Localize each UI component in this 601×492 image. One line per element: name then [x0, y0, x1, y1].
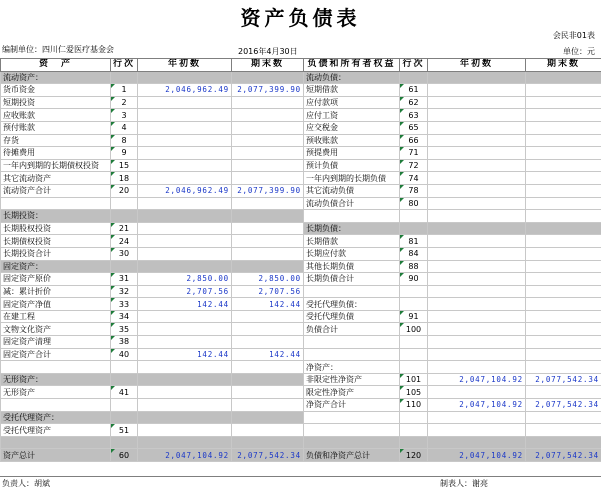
balance-sheet-table: [0, 58, 601, 462]
table-row: [1, 373, 601, 386]
liability-begin-value: [428, 348, 526, 361]
asset-end-value: [232, 323, 304, 336]
asset-line-no: [111, 399, 138, 412]
liability-begin-value: [428, 184, 526, 197]
liability-begin-value: [428, 336, 526, 349]
liability-line-no: [400, 210, 428, 223]
asset-line-no: 1: [111, 84, 138, 97]
liability-line-no: 66: [400, 134, 428, 147]
table-row: [1, 323, 601, 336]
asset-begin-value: [138, 222, 232, 235]
liability-end-value: [526, 222, 601, 235]
asset-label: 减：累计折价: [1, 285, 111, 298]
asset-end-value: 142.44: [232, 348, 304, 361]
liability-end-value: [526, 121, 601, 134]
asset-end-value: [232, 147, 304, 160]
column-header: 年初数: [428, 59, 526, 72]
table-row: [1, 71, 601, 84]
liability-label: [304, 436, 400, 449]
asset-begin-value: [138, 336, 232, 349]
asset-line-no: 60: [111, 449, 138, 462]
asset-end-value: [232, 134, 304, 147]
asset-begin-value: [138, 411, 232, 424]
asset-end-value: [232, 197, 304, 210]
asset-end-value: [232, 386, 304, 399]
table-body: [1, 71, 601, 461]
table-row: [1, 310, 601, 323]
asset-label: 无形资产: [1, 386, 111, 399]
asset-end-value: 2,077,542.34: [232, 449, 304, 462]
liability-end-value: [526, 147, 601, 160]
liability-line-no: [400, 71, 428, 84]
liability-label: 受托代理负债：: [304, 298, 400, 311]
asset-label: 货币资金: [1, 84, 111, 97]
asset-begin-value: 2,046,962.49: [138, 84, 232, 97]
asset-begin-value: 2,850.00: [138, 273, 232, 286]
asset-label: 其它流动资产: [1, 172, 111, 185]
footer-responsible: 负责人：胡斌: [2, 479, 50, 488]
asset-end-value: [232, 172, 304, 185]
liability-end-value: [526, 71, 601, 84]
asset-begin-value: [138, 361, 232, 374]
table-row: [1, 159, 601, 172]
column-header: 期末数: [232, 59, 304, 72]
liability-line-no: [400, 424, 428, 437]
asset-end-value: [232, 235, 304, 248]
liability-line-no: [400, 222, 428, 235]
column-header: 资 产: [1, 59, 111, 72]
asset-line-no: 32: [111, 285, 138, 298]
liability-line-no: 63: [400, 109, 428, 122]
asset-label: 预付账款: [1, 121, 111, 134]
liability-line-no: [400, 298, 428, 311]
liability-line-no: [400, 411, 428, 424]
asset-label: [1, 197, 111, 210]
liability-begin-value: [428, 147, 526, 160]
asset-label: 存货: [1, 134, 111, 147]
asset-label: 流动资产：: [1, 71, 111, 84]
liability-label: 负债和净资产总计: [304, 449, 400, 462]
liability-begin-value: [428, 361, 526, 374]
table-row: [1, 436, 601, 449]
asset-end-value: [232, 399, 304, 412]
liability-label: [304, 336, 400, 349]
liability-end-value: 2,077,542.34: [526, 449, 601, 462]
asset-line-no: 24: [111, 235, 138, 248]
table-row: [1, 109, 601, 122]
asset-begin-value: [138, 260, 232, 273]
asset-begin-value: [138, 247, 232, 260]
table-row: [1, 134, 601, 147]
asset-label: 固定资产原价: [1, 273, 111, 286]
asset-begin-value: 142.44: [138, 348, 232, 361]
preparing-unit: 编制单位：四川仁爱医疗基金会: [2, 45, 114, 54]
asset-end-value: [232, 260, 304, 273]
liability-begin-value: [428, 310, 526, 323]
asset-label: 短期投资: [1, 96, 111, 109]
liability-begin-value: [428, 247, 526, 260]
liability-begin-value: 2,047,104.92: [428, 399, 526, 412]
table-row: [1, 449, 601, 462]
asset-end-value: [232, 436, 304, 449]
table-row: [1, 84, 601, 97]
liability-label: 非限定性净资产: [304, 373, 400, 386]
table-row: [1, 399, 601, 412]
asset-label: 固定资产净值: [1, 298, 111, 311]
table-row: [1, 121, 601, 134]
asset-begin-value: [138, 197, 232, 210]
liability-label: [304, 285, 400, 298]
liability-begin-value: [428, 121, 526, 134]
form-code: 会民非01表: [552, 31, 595, 40]
asset-begin-value: [138, 386, 232, 399]
table-row: [1, 197, 601, 210]
table-row: [1, 348, 601, 361]
asset-begin-value: 142.44: [138, 298, 232, 311]
liability-label: 长期应付款: [304, 247, 400, 260]
liability-line-no: [400, 336, 428, 349]
liability-begin-value: [428, 386, 526, 399]
liability-end-value: [526, 96, 601, 109]
liability-end-value: 2,077,542.34: [526, 399, 601, 412]
liability-label: 净资产合计: [304, 399, 400, 412]
liability-begin-value: [428, 298, 526, 311]
asset-begin-value: [138, 310, 232, 323]
liability-end-value: [526, 172, 601, 185]
column-header: 行次: [400, 59, 428, 72]
asset-line-no: 8: [111, 134, 138, 147]
report-date: 2016年4月30日: [238, 47, 298, 56]
asset-end-value: [232, 71, 304, 84]
asset-label: 长期投资：: [1, 210, 111, 223]
liability-line-no: 101: [400, 373, 428, 386]
asset-label: 一年内到期的长期债权投资: [1, 159, 111, 172]
asset-line-no: [111, 210, 138, 223]
asset-line-no: [111, 197, 138, 210]
liability-end-value: [526, 210, 601, 223]
asset-begin-value: [138, 424, 232, 437]
liability-label: 限定性净资产: [304, 386, 400, 399]
asset-label: [1, 361, 111, 374]
asset-end-value: 142.44: [232, 298, 304, 311]
liability-end-value: [526, 323, 601, 336]
asset-end-value: [232, 121, 304, 134]
liability-end-value: [526, 184, 601, 197]
header-row: [1, 59, 601, 72]
asset-end-value: [232, 96, 304, 109]
asset-end-value: [232, 210, 304, 223]
liability-label: 其它流动负债: [304, 184, 400, 197]
liability-label: 长期借款: [304, 235, 400, 248]
asset-line-no: 41: [111, 386, 138, 399]
liability-line-no: 120: [400, 449, 428, 462]
liability-label: [304, 424, 400, 437]
liability-label: 应付工资: [304, 109, 400, 122]
asset-label: 在建工程: [1, 310, 111, 323]
liability-label: 预收账款: [304, 134, 400, 147]
column-header: 行次: [111, 59, 138, 72]
liability-begin-value: [428, 71, 526, 84]
asset-line-no: 34: [111, 310, 138, 323]
liability-end-value: [526, 159, 601, 172]
liability-begin-value: [428, 134, 526, 147]
liability-begin-value: [428, 172, 526, 185]
liability-end-value: [526, 298, 601, 311]
asset-line-no: 21: [111, 222, 138, 235]
liability-end-value: [526, 109, 601, 122]
asset-begin-value: [138, 121, 232, 134]
asset-begin-value: [138, 109, 232, 122]
asset-label: 应收账款: [1, 109, 111, 122]
asset-line-no: [111, 361, 138, 374]
liability-line-no: 72: [400, 159, 428, 172]
asset-line-no: 33: [111, 298, 138, 311]
liability-end-value: [526, 260, 601, 273]
asset-line-no: 38: [111, 336, 138, 349]
asset-begin-value: 2,047,104.92: [138, 449, 232, 462]
liability-begin-value: [428, 273, 526, 286]
asset-line-no: [111, 436, 138, 449]
table-row: [1, 172, 601, 185]
liability-end-value: [526, 361, 601, 374]
asset-end-value: [232, 109, 304, 122]
asset-end-value: [232, 411, 304, 424]
liability-line-no: 100: [400, 323, 428, 336]
liability-label: 长期负债：: [304, 222, 400, 235]
asset-label: [1, 436, 111, 449]
asset-label: 受托代理资产：: [1, 411, 111, 424]
table-row: [1, 96, 601, 109]
table-row: [1, 210, 601, 223]
table-row: [1, 336, 601, 349]
table-row: [1, 147, 601, 160]
liability-line-no: 80: [400, 197, 428, 210]
asset-begin-value: [138, 210, 232, 223]
asset-line-no: [111, 373, 138, 386]
liability-begin-value: [428, 159, 526, 172]
liability-line-no: 105: [400, 386, 428, 399]
liability-line-no: 78: [400, 184, 428, 197]
liability-label: 受托代理负债: [304, 310, 400, 323]
table-row: [1, 298, 601, 311]
asset-end-value: 2,077,399.90: [232, 184, 304, 197]
asset-end-value: [232, 247, 304, 260]
liability-label: 长期负债合计: [304, 273, 400, 286]
liability-label: 预提费用: [304, 147, 400, 160]
liability-end-value: [526, 197, 601, 210]
liability-begin-value: [428, 436, 526, 449]
asset-label: 流动资产合计: [1, 184, 111, 197]
asset-begin-value: [138, 436, 232, 449]
asset-line-no: [111, 411, 138, 424]
asset-begin-value: [138, 159, 232, 172]
liability-line-no: 90: [400, 273, 428, 286]
asset-line-no: 4: [111, 121, 138, 134]
liability-begin-value: [428, 96, 526, 109]
asset-line-no: 31: [111, 273, 138, 286]
asset-label: 固定资产：: [1, 260, 111, 273]
asset-begin-value: 2,707.56: [138, 285, 232, 298]
liability-end-value: [526, 285, 601, 298]
asset-end-value: [232, 159, 304, 172]
liability-line-no: 62: [400, 96, 428, 109]
asset-label: 长期股权投资: [1, 222, 111, 235]
table-row: [1, 411, 601, 424]
table-row: [1, 247, 601, 260]
asset-line-no: 40: [111, 348, 138, 361]
liability-end-value: [526, 134, 601, 147]
asset-line-no: 51: [111, 424, 138, 437]
liability-begin-value: [428, 424, 526, 437]
asset-end-value: [232, 424, 304, 437]
asset-end-value: [232, 310, 304, 323]
asset-line-no: [111, 71, 138, 84]
liability-begin-value: [428, 197, 526, 210]
liability-end-value: [526, 386, 601, 399]
asset-line-no: 3: [111, 109, 138, 122]
asset-line-no: 20: [111, 184, 138, 197]
asset-label: 固定资产清理: [1, 336, 111, 349]
asset-end-value: [232, 336, 304, 349]
asset-line-no: 35: [111, 323, 138, 336]
liability-label: 流动负债：: [304, 71, 400, 84]
asset-label: 无形资产：: [1, 373, 111, 386]
asset-end-value: 2,077,399.90: [232, 84, 304, 97]
liability-begin-value: [428, 285, 526, 298]
asset-begin-value: [138, 399, 232, 412]
column-header: 负债和所有者权益: [304, 59, 400, 72]
liability-end-value: [526, 411, 601, 424]
liability-begin-value: [428, 210, 526, 223]
liability-begin-value: [428, 84, 526, 97]
liability-label: 短期借款: [304, 84, 400, 97]
liability-label: 流动负债合计: [304, 197, 400, 210]
liability-label: 净资产：: [304, 361, 400, 374]
table-row: [1, 235, 601, 248]
asset-label: [1, 399, 111, 412]
liability-label: 负债合计: [304, 323, 400, 336]
liability-line-no: [400, 361, 428, 374]
liability-begin-value: [428, 323, 526, 336]
liability-line-no: [400, 285, 428, 298]
asset-label: 文物文化资产: [1, 323, 111, 336]
asset-line-no: 15: [111, 159, 138, 172]
liability-end-value: [526, 348, 601, 361]
liability-label: [304, 348, 400, 361]
table-row: [1, 361, 601, 374]
liability-line-no: 81: [400, 235, 428, 248]
asset-end-value: [232, 373, 304, 386]
liability-line-no: 91: [400, 310, 428, 323]
liability-label: 其他长期负债: [304, 260, 400, 273]
liability-line-no: 74: [400, 172, 428, 185]
asset-begin-value: [138, 134, 232, 147]
asset-line-no: [111, 260, 138, 273]
asset-end-value: 2,707.56: [232, 285, 304, 298]
asset-label: 待摊费用: [1, 147, 111, 160]
asset-begin-value: 2,046,962.49: [138, 184, 232, 197]
asset-line-no: 2: [111, 96, 138, 109]
liability-line-no: 71: [400, 147, 428, 160]
liability-label: 预计负债: [304, 159, 400, 172]
asset-end-value: 2,850.00: [232, 273, 304, 286]
asset-begin-value: [138, 71, 232, 84]
liability-line-no: 84: [400, 247, 428, 260]
asset-line-no: 18: [111, 172, 138, 185]
liability-end-value: [526, 424, 601, 437]
liability-line-no: 88: [400, 260, 428, 273]
report-title: 资产负债表: [240, 6, 361, 30]
liability-end-value: [526, 247, 601, 260]
liability-label: [304, 210, 400, 223]
asset-begin-value: [138, 147, 232, 160]
liability-begin-value: [428, 411, 526, 424]
table-row: [1, 424, 601, 437]
liability-begin-value: 2,047,104.92: [428, 449, 526, 462]
asset-begin-value: [138, 235, 232, 248]
liability-label: 应付款项: [304, 96, 400, 109]
asset-end-value: [232, 222, 304, 235]
liability-begin-value: [428, 235, 526, 248]
table-row: [1, 273, 601, 286]
liability-line-no: 110: [400, 399, 428, 412]
liability-end-value: [526, 84, 601, 97]
liability-label: 一年内到期的长期负债: [304, 172, 400, 185]
asset-label: 长期投资合计: [1, 247, 111, 260]
table-row: [1, 260, 601, 273]
asset-begin-value: [138, 96, 232, 109]
liability-begin-value: [428, 109, 526, 122]
footer-preparer: 制表人：谢亮: [440, 479, 488, 488]
column-header: 期末数: [526, 59, 601, 72]
asset-end-value: [232, 361, 304, 374]
asset-begin-value: [138, 373, 232, 386]
liability-end-value: [526, 436, 601, 449]
liability-end-value: 2,077,542.34: [526, 373, 601, 386]
liability-line-no: 61: [400, 84, 428, 97]
liability-line-no: 65: [400, 121, 428, 134]
liability-end-value: [526, 310, 601, 323]
bottom-divider: [0, 476, 601, 477]
asset-label: 长期债权投资: [1, 235, 111, 248]
column-header: 年初数: [138, 59, 232, 72]
liability-end-value: [526, 235, 601, 248]
liability-begin-value: [428, 260, 526, 273]
asset-label: 资产总计: [1, 449, 111, 462]
liability-line-no: [400, 348, 428, 361]
currency-unit: 单位：元: [563, 47, 595, 56]
table-row: [1, 285, 601, 298]
liability-end-value: [526, 336, 601, 349]
asset-line-no: 9: [111, 147, 138, 160]
liability-begin-value: 2,047,104.92: [428, 373, 526, 386]
liability-line-no: [400, 436, 428, 449]
asset-line-no: 30: [111, 247, 138, 260]
liability-label: 应交税金: [304, 121, 400, 134]
liability-end-value: [526, 273, 601, 286]
asset-begin-value: [138, 323, 232, 336]
table-row: [1, 386, 601, 399]
liability-label: [304, 411, 400, 424]
table-row: [1, 184, 601, 197]
liability-begin-value: [428, 222, 526, 235]
asset-label: 受托代理资产: [1, 424, 111, 437]
asset-begin-value: [138, 172, 232, 185]
table-row: [1, 222, 601, 235]
asset-label: 固定资产合计: [1, 348, 111, 361]
